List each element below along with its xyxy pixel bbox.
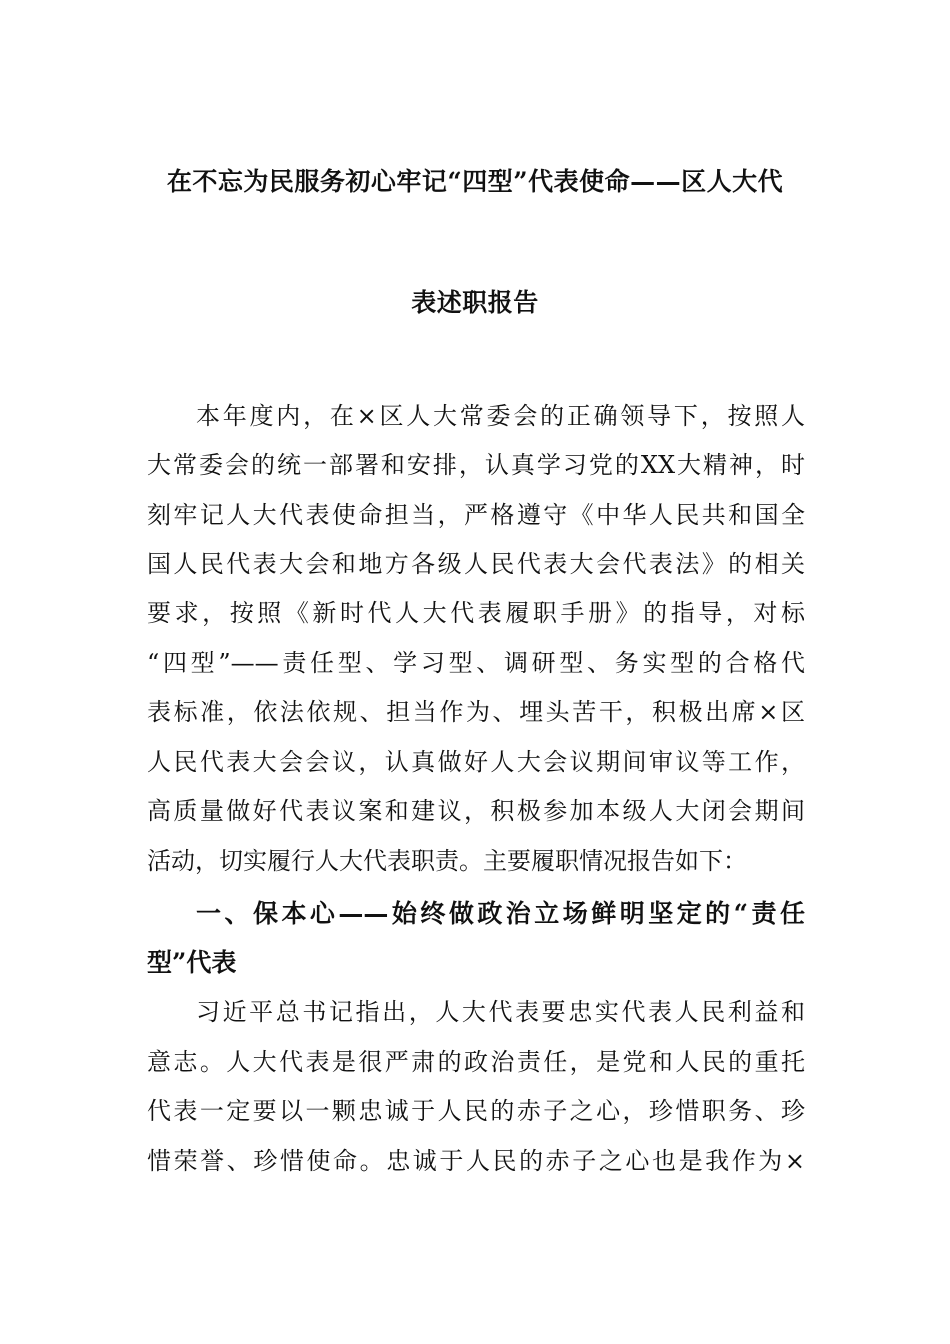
- section-body-line: 意志。人大代表是很严肃的政治责任，是党和人民的重托: [147, 1048, 805, 1076]
- intro-paragraph-line: 刻牢记人大代表使命担当，严格遵守《中华人民共和国全: [147, 501, 805, 529]
- intro-paragraph-line: 大常委会的统一部署和安排，认真学习党的XX大精神，时: [147, 451, 805, 479]
- intro-paragraph-line: 要求，按照《新时代人大代表履职手册》的指导，对标: [147, 599, 805, 627]
- intro-paragraph-line: “四型”——责任型、学习型、调研型、务实型的合格代: [147, 649, 805, 677]
- intro-paragraph-line: 表标准，依法依规、担当作为、埋头苦干，积极出席×区: [147, 698, 805, 726]
- intro-paragraph-line: 高质量做好代表议案和建议，积极参加本级人大闭会期间: [147, 797, 805, 825]
- section-body-line: 惜荣誉、珍惜使命。忠诚于人民的赤子之心也是我作为×: [147, 1147, 805, 1175]
- section-body-line: 代表一定要以一颗忠诚于人民的赤子之心，珍惜职务、珍: [147, 1097, 805, 1125]
- intro-paragraph-line: 国人民代表大会和地方各级人民代表大会代表法》的相关: [147, 550, 805, 578]
- intro-paragraph-line: 活动，切实履行人大代表职责。主要履职情况报告如下：: [147, 847, 747, 875]
- intro-paragraph-line: 人民代表大会会议，认真做好人大会议期间审议等工作，: [147, 748, 805, 776]
- section-body-line: 习近平总书记指出，人大代表要忠实代表人民利益和: [196, 998, 805, 1026]
- document-title-line-1: 在不忘为民服务初心牢记“四型”代表使命——区人大代: [166, 167, 784, 196]
- section-heading-line: 一、保本心——始终做政治立场鲜明坚定的“责任: [196, 899, 805, 928]
- intro-paragraph-line: 本年度内，在×区人大常委会的正确领导下，按照人: [196, 402, 805, 430]
- section-heading-line: 型”代表: [147, 948, 237, 977]
- document-title-line-2: 表述职报告: [411, 288, 539, 317]
